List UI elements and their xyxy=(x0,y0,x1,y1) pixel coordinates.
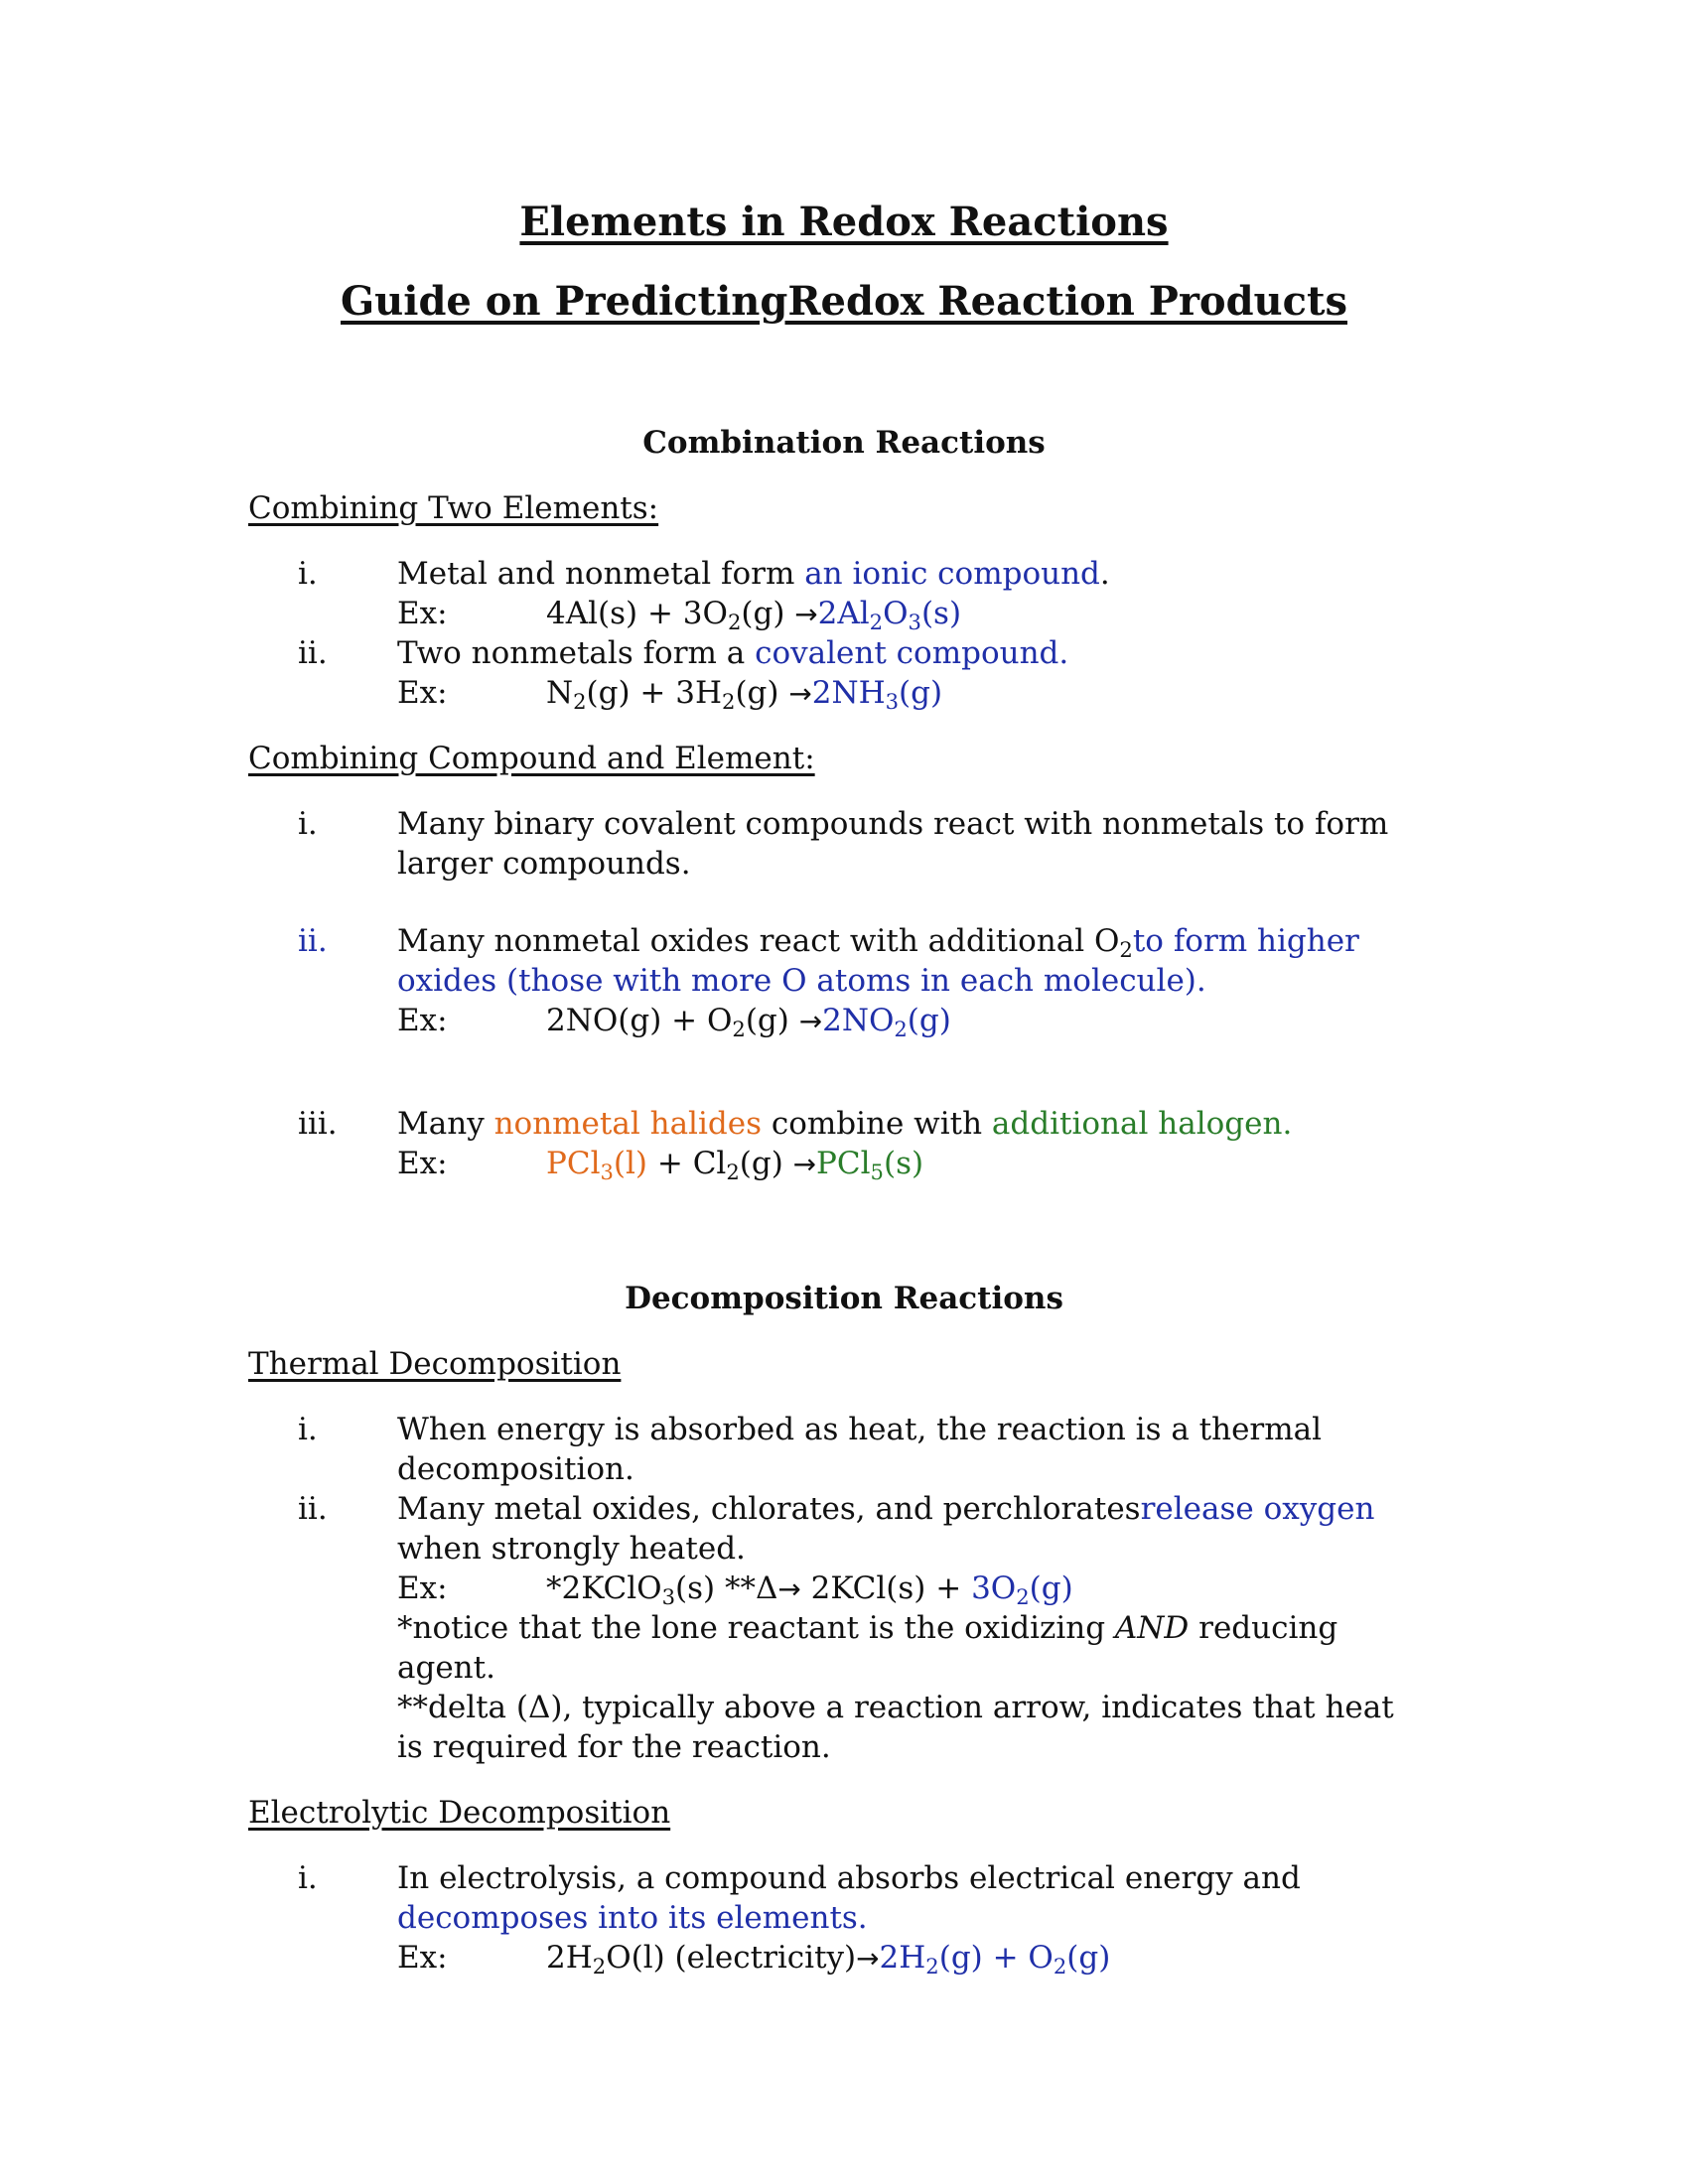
eq-sub: 2 xyxy=(732,1016,746,1041)
eq-part: 2H xyxy=(546,1940,593,1976)
arrow-icon: → xyxy=(777,1572,801,1605)
item-text: Many xyxy=(397,1106,494,1142)
subheading-thermal-decomposition: Thermal Decomposition xyxy=(248,1346,622,1382)
eq-part: 2H xyxy=(879,1940,926,1976)
list-number: i. xyxy=(298,1412,318,1447)
example-label: Ex: xyxy=(397,596,448,631)
item-text: Many metal oxides, chlorates, and perchlorates xyxy=(397,1491,1141,1527)
eq-part: 2NO xyxy=(822,1003,895,1038)
eq-product xyxy=(816,1146,924,1184)
list-item-text: When energy is absorbed as heat, the reaction is a thermal xyxy=(397,1412,1323,1447)
equation xyxy=(546,675,943,714)
list-item-text: Many binary covalent compounds react with nonmetals to form xyxy=(397,806,1389,842)
list-item-text xyxy=(397,635,1068,671)
footnote-line: agent. xyxy=(397,1650,495,1686)
equation xyxy=(546,596,962,634)
note-text: *notice that the lone reactant is the oxidizing xyxy=(397,1610,1115,1646)
equation xyxy=(546,1146,924,1184)
section-heading-decomposition: Decomposition Reactions xyxy=(625,1281,1063,1316)
note-text: reducing xyxy=(1189,1610,1338,1646)
arrow-icon: → xyxy=(792,1148,817,1180)
eq-part: (g) xyxy=(1029,1570,1073,1606)
subheading-electrolytic-decomposition: Electrolytic Decomposition xyxy=(248,1795,671,1831)
eq-reactant xyxy=(546,1146,648,1184)
eq-sub: 2 xyxy=(1016,1583,1030,1609)
highlight-text: additional halogen. xyxy=(991,1106,1293,1142)
eq-part: O xyxy=(883,596,909,631)
list-item-text: In electrolysis, a compound absorbs electrical energy and xyxy=(397,1860,1301,1896)
list-item-text: decomposition. xyxy=(397,1451,634,1487)
arrow-icon: → xyxy=(798,1005,823,1037)
eq-sub: 2 xyxy=(1119,936,1133,962)
subheading-combining-two-elements: Combining Two Elements: xyxy=(248,490,659,526)
section-heading-combination: Combination Reactions xyxy=(642,425,1046,461)
footnote-line xyxy=(397,1610,1337,1646)
document-subtitle: Guide on PredictingRedox Reaction Products xyxy=(341,278,1347,325)
eq-part: (g) xyxy=(739,1146,793,1181)
eq-part: N xyxy=(546,675,574,711)
equation xyxy=(546,1003,951,1041)
item-text: Metal and nonmetal form xyxy=(397,556,805,592)
eq-sub: 3 xyxy=(885,688,900,714)
eq-part: (s) xyxy=(920,596,962,631)
eq-sub: 2 xyxy=(726,1159,740,1184)
eq-part: (g) xyxy=(1066,1940,1111,1976)
example-label: Ex: xyxy=(397,1570,448,1606)
eq-sub: 2 xyxy=(925,1953,939,1979)
eq-sub: 2 xyxy=(573,688,587,714)
eq-product xyxy=(822,1003,951,1041)
list-item-text: decomposes into its elements. xyxy=(397,1900,868,1936)
item-text: Many nonmetal oxides react with additional O xyxy=(397,923,1120,959)
eq-part: O(l) (electricity) xyxy=(606,1940,857,1976)
example-line xyxy=(397,1570,448,1606)
eq-part: (g) + O xyxy=(938,1940,1054,1976)
item-text: combine with xyxy=(761,1106,992,1142)
list-item-text xyxy=(397,923,1359,962)
footnote-line: is required for the reaction. xyxy=(397,1729,831,1765)
eq-sub: 2 xyxy=(1053,1953,1067,1979)
example-line xyxy=(397,596,448,631)
eq-part: (s) xyxy=(883,1146,924,1181)
highlight-text: nonmetal halides xyxy=(493,1106,762,1142)
eq-part: PCl xyxy=(816,1146,871,1181)
eq-sub: 3 xyxy=(908,609,921,634)
list-number: i. xyxy=(298,806,318,842)
eq-part: (g) xyxy=(741,596,795,631)
eq-product xyxy=(811,675,943,714)
item-text: Two nonmetals form a xyxy=(397,635,756,671)
list-item-text: larger compounds. xyxy=(397,846,691,882)
list-item-text xyxy=(397,1491,1374,1527)
example-line xyxy=(397,1003,448,1038)
list-number: ii. xyxy=(298,923,328,959)
eq-part: 2NH xyxy=(811,675,886,711)
list-number: ii. xyxy=(298,635,328,671)
eq-part: (l) xyxy=(613,1146,648,1181)
equation xyxy=(546,1940,1111,1979)
eq-part: (g) xyxy=(899,675,943,711)
list-number: i. xyxy=(298,1860,318,1896)
arrow-icon: → xyxy=(794,598,818,630)
eq-part: 2KCl(s) + xyxy=(800,1570,972,1606)
eq-sub: 2 xyxy=(869,609,884,634)
eq-part: 4Al(s) + 3O xyxy=(546,596,728,631)
eq-part: + Cl xyxy=(647,1146,727,1181)
eq-part: (g) xyxy=(907,1003,951,1038)
eq-part: (g) + 3H xyxy=(586,675,723,711)
eq-sub: 3 xyxy=(600,1159,614,1184)
eq-product xyxy=(879,1940,1111,1979)
example-label: Ex: xyxy=(397,1940,448,1976)
list-item-text xyxy=(397,1106,1292,1142)
highlight-text: release oxygen xyxy=(1140,1491,1375,1527)
eq-sub: 5 xyxy=(870,1159,884,1184)
eq-part: (s) **Δ xyxy=(675,1570,778,1606)
list-number: i. xyxy=(298,556,318,592)
list-item-text: when strongly heated. xyxy=(397,1531,746,1567)
eq-sub: 2 xyxy=(727,609,742,634)
equation xyxy=(546,1570,1073,1609)
highlight-text: to form higher xyxy=(1132,923,1359,959)
eq-sub: 3 xyxy=(661,1583,676,1609)
eq-product xyxy=(971,1570,1073,1609)
eq-part: 2NO(g) + O xyxy=(546,1003,733,1038)
eq-part: 3O xyxy=(971,1570,1017,1606)
eq-part: (g) xyxy=(735,675,789,711)
eq-sub: 2 xyxy=(722,688,736,714)
example-line xyxy=(397,675,448,711)
list-number: ii. xyxy=(298,1491,328,1527)
arrow-icon: → xyxy=(856,1942,880,1975)
arrow-icon: → xyxy=(788,677,812,710)
example-label: Ex: xyxy=(397,1146,448,1181)
list-item-text: oxides (those with more O atoms in each molecule). xyxy=(397,963,1206,999)
list-item-text xyxy=(397,556,1110,592)
eq-sub: 2 xyxy=(894,1016,908,1041)
eq-part: PCl xyxy=(546,1146,601,1181)
item-tail: . xyxy=(1099,556,1110,592)
subheading-combining-compound-element: Combining Compound and Element: xyxy=(248,741,815,776)
highlight-text: covalent compound. xyxy=(755,635,1069,671)
document-title: Elements in Redox Reactions xyxy=(519,199,1169,245)
eq-part: 2Al xyxy=(817,596,870,631)
example-label: Ex: xyxy=(397,1003,448,1038)
eq-part: (g) xyxy=(745,1003,799,1038)
note-emphasis: AND xyxy=(1114,1610,1190,1646)
eq-part: *2KClO xyxy=(546,1570,662,1606)
list-number: iii. xyxy=(298,1106,338,1142)
example-line xyxy=(397,1146,448,1181)
highlight-text: an ionic compound xyxy=(804,556,1100,592)
example-line xyxy=(397,1940,448,1976)
footnote-line: **delta (Δ), typically above a reaction arrow, indicates that heat xyxy=(397,1690,1394,1725)
eq-sub: 2 xyxy=(592,1953,607,1979)
eq-product xyxy=(817,596,962,634)
example-label: Ex: xyxy=(397,675,448,711)
